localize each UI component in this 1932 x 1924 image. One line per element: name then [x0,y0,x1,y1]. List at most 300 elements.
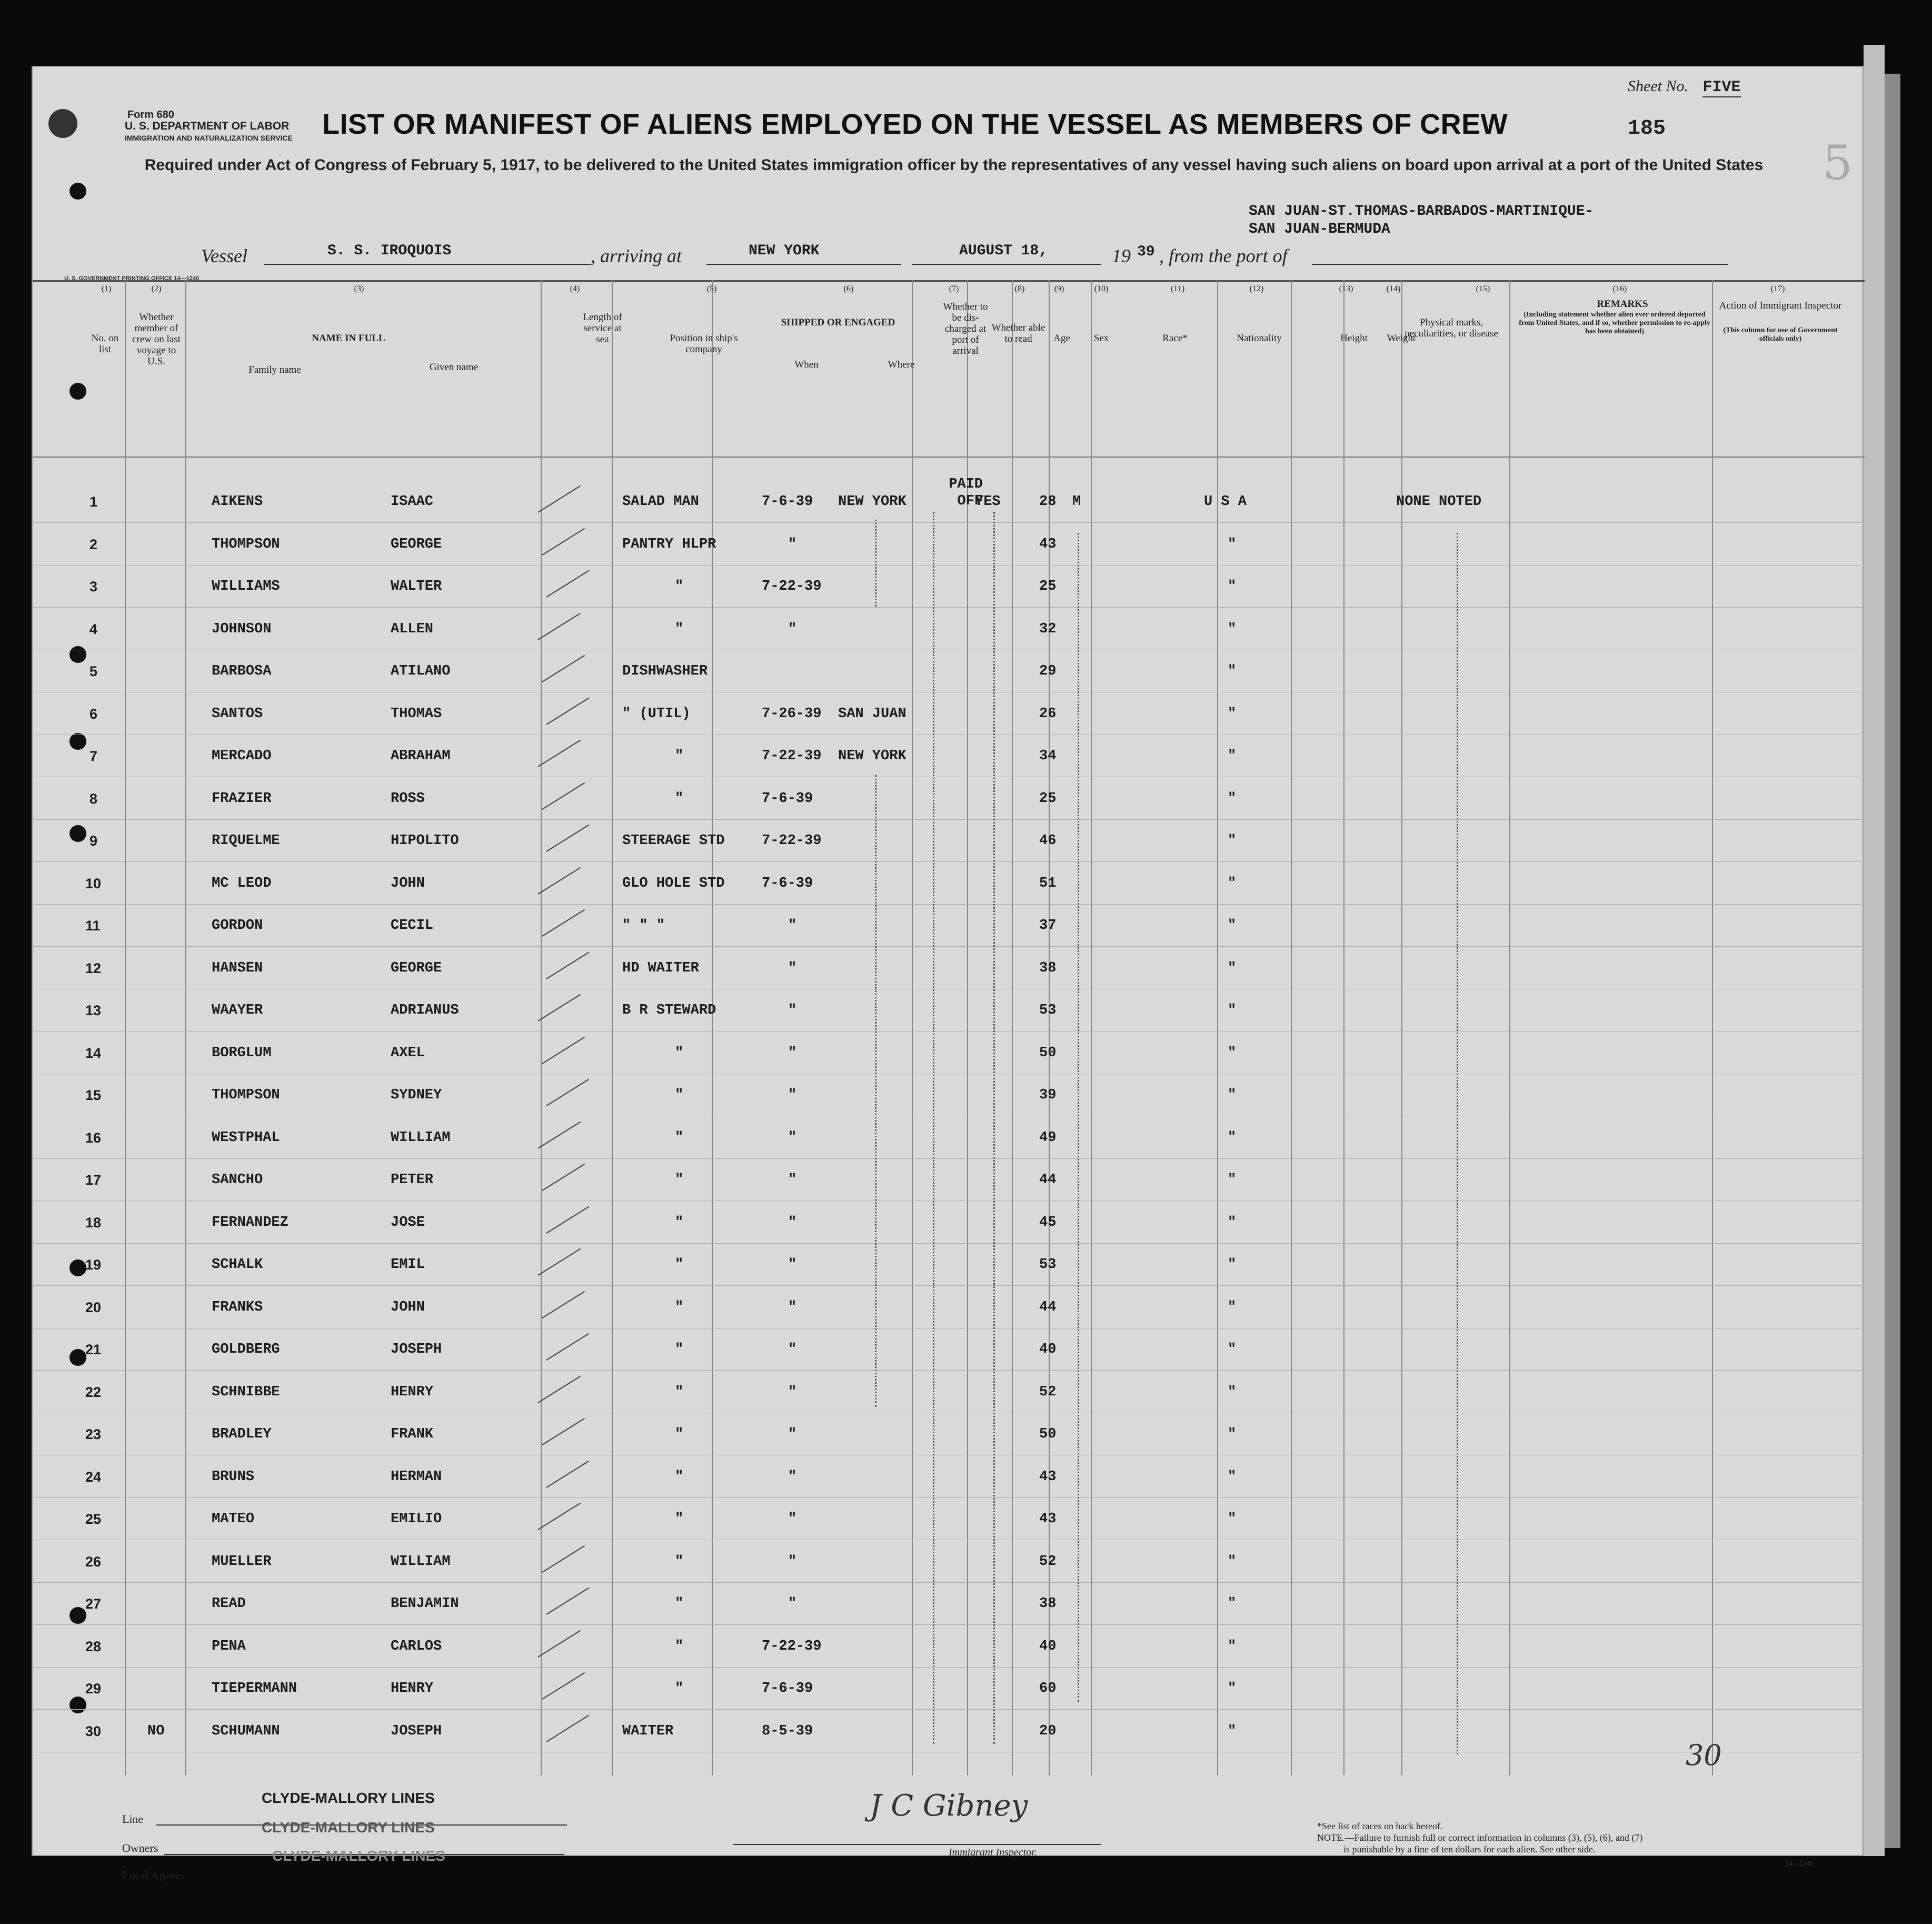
col-1-number: (1) [101,284,112,293]
given-name: CARLOS [391,1638,442,1654]
agents-value: CLYDE-MALLORY LINES [272,1848,445,1864]
service-tick-mark [542,1291,585,1318]
shipped-when: " [788,1511,797,1527]
given-name: ISAAC [391,494,434,510]
given-name: EMILIO [391,1511,442,1527]
service-tick-mark [542,1164,585,1191]
position: PANTRY HLPR [622,536,716,552]
age: 28 [1039,494,1057,510]
age: 38 [1039,960,1057,976]
row-number: 4 [89,621,98,637]
family-name: HANSEN [212,960,263,976]
position: HD WAITER [622,960,699,976]
row-number: 29 [85,1681,102,1697]
when-header: When [794,359,819,370]
line-value: CLYDE-MALLORY LINES [262,1790,435,1806]
shipped-when: " [788,1214,797,1231]
inspector-signature: J C Gibney [870,1789,1028,1823]
position: " [675,1172,684,1188]
age: 38 [1039,1596,1057,1612]
given-name: JOSEPH [391,1723,442,1739]
year-prefix: 19 [1112,245,1131,266]
given-name: ATILANO [391,663,451,679]
given-name: ALLEN [391,621,434,637]
col-1-header: No. on list [91,333,119,355]
age: 49 [1039,1129,1057,1146]
position: " [675,1257,684,1273]
service-tick-mark [537,1503,581,1530]
col-17-number: (17) [1770,284,1785,293]
position: " [675,1553,684,1570]
nationality: " [1228,1469,1237,1485]
family-name: SANCHO [212,1172,263,1188]
row-number: 18 [85,1214,102,1231]
shipped-where: NEW YORK [838,748,907,764]
col-17-header: Action of Immigrant Inspector [1719,300,1842,311]
age: 52 [1039,1553,1057,1570]
nationality: " [1228,1638,1237,1654]
vessel-label: Vessel [201,245,247,266]
page-edge-shadow [1885,74,1900,1848]
page-subtitle: Required under Act of Congress of February 5, 1917, to be delivered to the United States immigration officer by the representatives of any vessel having such aliens on board upon arrival at a port of the United States [144,156,1764,174]
col-5-number: (5) [706,284,717,293]
inspector-label: Immigrant Inspector. [949,1847,1037,1858]
family-name-header: Family name [248,364,301,375]
age: 29 [1039,663,1057,679]
shipped-when: " [788,918,797,934]
nationality: " [1228,790,1237,807]
row-number: 15 [85,1087,102,1103]
col-15-number: (15) [1476,284,1490,293]
service-tick-mark [546,1333,589,1361]
nationality: " [1228,579,1237,594]
row-number: 10 [85,875,102,891]
col-11-number: (11) [1170,284,1185,293]
manifest-footer [33,1789,1865,1882]
age: 44 [1039,1172,1057,1188]
service-tick-mark [537,1375,581,1403]
position: " (UTIL) [622,706,691,722]
family-name: SANTOS [212,706,263,722]
given-name: THOMAS [391,706,442,722]
age: 34 [1039,748,1057,764]
age: 60 [1039,1681,1057,1697]
shipped-when: 7-22-39 [762,748,822,764]
age: 25 [1039,790,1057,807]
given-name: EMIL [391,1257,425,1273]
row-number: 7 [89,748,98,764]
nationality: " [1228,875,1237,891]
position: " [675,1129,684,1146]
position: " [675,1384,684,1400]
position: " [675,1342,684,1357]
given-name: JOHN [391,875,425,891]
age: 53 [1039,1257,1057,1273]
page-number: 185 [1628,117,1666,141]
row-number: 25 [85,1511,102,1527]
nationality: " [1228,706,1237,722]
margin-mark: 5 [1823,135,1853,191]
shipped-when: 7-6-39 [762,1681,813,1697]
row-number: 11 [85,918,101,934]
shipped-when: 8-5-39 [762,1723,813,1739]
service-tick-mark [542,1418,585,1445]
service-tick-mark [537,1121,581,1148]
nationality: " [1228,1553,1237,1570]
given-name: HIPOLITO [391,833,459,849]
family-name: MATEO [212,1511,255,1527]
ports-line-2: SAN JUAN-BERMUDA [1249,221,1390,237]
family-name: WESTPHAL [212,1129,280,1146]
shipped-when: 7-6-39 [762,790,813,807]
row-number: 23 [85,1426,102,1442]
footer-form-code: 14—1240 [1786,1860,1814,1867]
department-name: U. S. DEPARTMENT OF LABOR [125,120,290,132]
col-16-subheader: (Including statement whether alien ever ordered deported from United States, and if so, whether permission to re-apply has been obtained) [1519,311,1710,335]
punch-hole [69,183,86,200]
given-name-header: Given name [429,362,479,373]
age: 51 [1039,875,1057,891]
row-number: 26 [85,1553,102,1570]
arriving-label: , arriving at [591,245,682,266]
family-name: GORDON [212,918,263,934]
age: 50 [1039,1045,1057,1061]
form-number: Form 680 [127,109,174,121]
position: " [675,579,684,594]
service-tick-mark [537,612,581,640]
form-header [80,109,293,144]
nationality: " [1228,748,1237,764]
age: 25 [1039,579,1057,594]
col-6-header: SHIPPED OR ENGAGED [781,317,895,328]
given-name: JOHN [391,1299,425,1315]
col-17-subheader: (This column for use of Government officials only) [1723,326,1838,343]
nationality: " [1228,663,1237,679]
given-name: HERMAN [391,1469,442,1485]
row-number: 22 [85,1384,102,1400]
service-tick-mark [546,1206,589,1233]
departure-ports [1249,203,1594,239]
family-name: WAAYER [212,1003,263,1018]
position: " [675,621,684,637]
col-5-header: Position in ship's company [670,333,738,355]
nationality: " [1228,1214,1237,1231]
given-name: GEORGE [391,536,442,552]
service-tick-mark [537,994,581,1021]
service-tick-mark [546,1460,589,1487]
family-name: JOHNSON [212,621,272,637]
service-tick-mark [546,1714,589,1742]
position: " [675,1299,684,1315]
age: 50 [1039,1426,1057,1442]
voyage-row [33,241,1865,272]
row-number: 14 [85,1045,102,1061]
position: " [675,790,684,807]
service-name: IMMIGRATION AND NATURALIZATION SERVICE [125,134,293,142]
shipped-when: " [788,1003,797,1018]
arrival-date: AUGUST 18, [959,243,1048,259]
service-tick-mark [537,1248,581,1276]
row-number: 20 [85,1299,102,1315]
given-name: ROSS [391,790,425,807]
service-tick-mark [537,485,581,513]
col-2-number: (2) [151,284,162,293]
position: B R STEWARD [622,1003,716,1018]
shipped-when: " [788,1469,797,1485]
row-number: 12 [85,960,102,976]
nationality: U S A [1204,494,1247,510]
shipped-when: 7-26-39 [762,706,822,722]
age: 43 [1039,1469,1057,1485]
age: 39 [1039,1087,1057,1103]
position: " [675,1045,684,1061]
nationality: " [1228,1257,1237,1273]
nationality: " [1228,1129,1237,1146]
sheet-number-value: FIVE [1702,78,1741,96]
shipped-when: " [788,1172,797,1188]
col-10-header: Sex [1093,333,1109,344]
row-number: 5 [89,663,98,679]
service-tick-mark [542,1036,585,1064]
shipped-when: 7-6-39 [762,875,813,891]
shipped-when: " [788,536,797,552]
col-4-header: Length of service at sea [583,312,622,345]
nationality: " [1228,1426,1237,1442]
nationality: " [1228,1172,1237,1188]
given-name: HENRY [391,1681,434,1697]
family-name: FRANKS [212,1299,263,1315]
position: DISHWASHER [622,663,708,679]
physical-marks: NONE NOTED [1396,494,1482,510]
position: " [675,748,684,764]
col-16-header: REMARKS [1597,299,1648,310]
service-tick-mark [542,528,585,555]
shipped-when: " [788,1045,797,1061]
row-number: 17 [85,1172,102,1188]
family-name: MUELLER [212,1553,272,1570]
nationality: " [1228,960,1237,976]
manifest-sheet [32,66,1864,1882]
owners-label: Owners [122,1841,158,1854]
col-13-number: (13) [1339,284,1353,293]
shipped-where: SAN JUAN [838,706,907,722]
family-name: GOLDBERG [212,1342,280,1357]
row-number: 6 [89,706,98,722]
family-name: PENA [212,1638,246,1654]
family-name: BARBOSA [212,663,272,679]
sheet-number-label: Sheet No. [1628,77,1688,95]
discharged-status: PAID OFF [949,477,983,509]
printing-office-note: U. S. GOVERNMENT PRINTING OFFICE 14—1240 [64,275,200,282]
col-9-header: Age [1053,333,1070,344]
nationality: " [1228,918,1237,934]
position: SALAD MAN [622,494,699,510]
family-name: THOMPSON [212,1087,280,1103]
nationality: " [1228,1045,1237,1061]
position: WAITER [622,1723,674,1739]
shipped-when: " [788,960,797,976]
age: 53 [1039,1003,1057,1018]
row-number: 19 [85,1257,102,1273]
family-name: FRAZIER [212,790,272,807]
shipped-when: " [788,1299,797,1315]
page-title: LIST OR MANIFEST OF ALIENS EMPLOYED ON THE VESSEL AS MEMBERS OF CREW [322,108,1508,140]
nationality: " [1228,1384,1237,1400]
page-edge [1864,45,1885,1856]
service-tick-mark [542,782,585,809]
shipped-when: 7-6-39 [762,494,813,510]
age: 44 [1039,1299,1057,1315]
family-name: MC LEOD [212,875,272,891]
shipped-when: " [788,1384,797,1400]
given-name: JOSE [391,1214,425,1231]
age: 40 [1039,1638,1057,1654]
nationality: " [1228,1003,1237,1018]
col-10-number: (10) [1094,284,1109,293]
col-11-header: Race* [1162,333,1188,344]
position: STEERAGE STD [622,833,725,849]
row-number: 30 [85,1723,102,1739]
row-number: 1 [89,494,98,510]
row-number: 2 [89,536,98,552]
shipped-when: " [788,1553,797,1570]
arrival-year: 39 [1137,244,1155,260]
given-name: WILLIAM [391,1129,451,1146]
col-6-number: (6) [843,284,854,293]
age: 37 [1039,918,1057,934]
age: 45 [1039,1214,1057,1231]
service-tick-mark [546,570,589,598]
service-tick-mark [537,867,581,894]
age: 43 [1039,1511,1057,1527]
col-2-header: Whether member of crew on last voyage to U.S. [132,312,181,367]
service-tick-mark [542,909,585,937]
service-tick-mark [537,1630,581,1657]
service-tick-mark [546,1079,589,1106]
family-name: THOMPSON [212,536,280,552]
given-name: WALTER [391,579,442,594]
given-name: ABRAHAM [391,748,451,764]
nationality: " [1228,621,1237,637]
given-name: FRANK [391,1426,434,1442]
position: " [675,1681,684,1697]
col-3-number: (3) [354,284,364,293]
service-tick-mark [542,655,585,682]
shipped-when: 7-22-39 [762,833,822,849]
note-races: *See list of races on back hereof. [1317,1821,1443,1831]
service-tick-mark [542,1545,585,1572]
family-name: TIEPERMANN [212,1681,297,1697]
family-name: READ [212,1596,246,1612]
ports-line-1: SAN JUAN-ST.THOMAS-BARBADOS-MARTINIQUE- [1249,203,1594,220]
family-name: BRADLEY [212,1426,272,1442]
position: " [675,1638,684,1654]
service-tick-mark [546,951,589,979]
shipped-when: " [788,621,797,637]
position: " [675,1469,684,1485]
shipped-where: NEW YORK [838,494,907,510]
family-name: FERNANDEZ [212,1214,288,1231]
given-name: JOSEPH [391,1342,442,1357]
col-8-number: (8) [1014,284,1025,293]
col-9-number: (9) [1054,284,1064,293]
agents-label: Local Agents [122,1869,184,1882]
given-name: AXEL [391,1045,425,1061]
age: 20 [1039,1723,1057,1739]
row-number: 28 [85,1638,102,1654]
family-name: SCHUMANN [212,1723,280,1739]
given-name: CECIL [391,918,434,934]
line-label: Line [122,1812,144,1826]
position: " [675,1087,684,1103]
shipped-when: " [788,1129,797,1146]
nationality: " [1228,1511,1237,1527]
col-3-header: NAME IN FULL [312,333,385,344]
col-12-number: (12) [1249,284,1264,293]
age: 26 [1039,706,1057,722]
given-name: SYDNEY [391,1087,442,1103]
nationality: " [1228,1087,1237,1103]
family-name: SCHNIBBE [212,1384,280,1400]
given-name: HENRY [391,1384,434,1400]
position: " " " [622,918,665,934]
age: 32 [1039,621,1057,637]
shipped-when: " [788,1596,797,1612]
family-name: SCHALK [212,1257,263,1273]
position: GLO HOLE STD [622,875,725,891]
age: 40 [1039,1342,1057,1357]
col-7-header: Whether to be dis-charged at port of arrival [943,301,988,356]
total-count: 30 [1686,1739,1722,1772]
service-tick-mark [537,740,581,767]
row-number: 9 [89,833,98,849]
col-7-number: (7) [949,284,959,293]
service-tick-mark [546,825,589,852]
row-number: 16 [85,1129,102,1146]
nationality: " [1228,1723,1237,1739]
family-name: WILLIAMS [212,579,280,594]
age: 46 [1039,833,1057,849]
col-16-number: (16) [1612,284,1627,293]
family-name: RIQUELME [212,833,280,849]
note-penalty-cont: is punishable by a fine of ten dollars for each alien. See other side. [1343,1844,1596,1854]
sex: M [1072,494,1081,510]
position: " [675,1596,684,1612]
nationality: " [1228,1681,1237,1697]
family-name: BORGLUM [212,1045,272,1061]
col-13-header: Height [1340,333,1368,344]
shipped-when: 7-22-39 [762,1638,822,1654]
nationality: " [1228,536,1237,552]
family-name: MERCADO [212,748,272,764]
given-name: ADRIANUS [391,1003,459,1018]
able-to-read: YES [975,494,1001,510]
col-12-header: Nationality [1237,333,1282,344]
shipped-when: " [788,1257,797,1273]
col-4-number: (4) [570,284,580,293]
row-number: 24 [85,1469,102,1485]
shipped-when: " [788,1342,797,1357]
nationality: " [1228,1342,1237,1357]
given-name: PETER [391,1172,434,1188]
nationality: " [1228,1596,1237,1612]
from-port-label: , from the port of [1159,245,1288,266]
given-name: WILLIAM [391,1553,451,1570]
service-tick-mark [546,697,589,725]
footer-notes [1317,1820,1642,1855]
arrival-port: NEW YORK [749,243,820,259]
given-name: GEORGE [391,960,442,976]
